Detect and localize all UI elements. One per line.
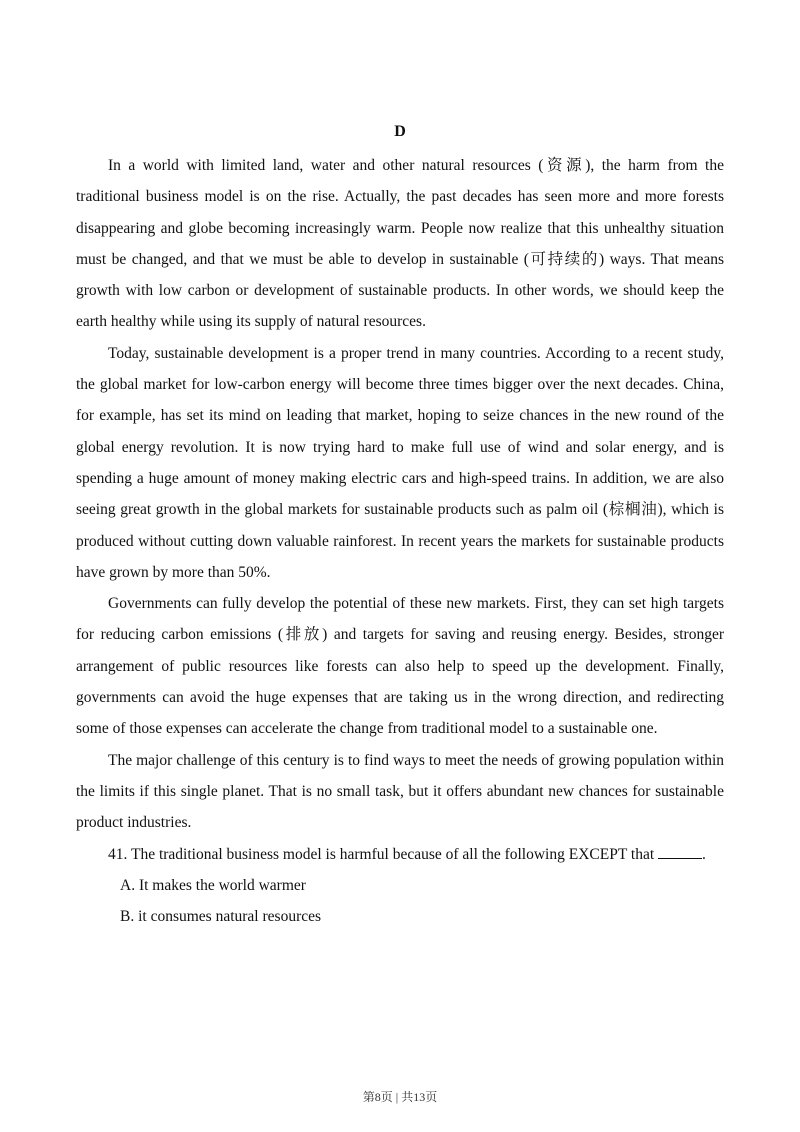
option-a: A. It makes the world warmer: [120, 876, 306, 894]
passage-paragraph-3: Governments can fully develop the potential of these new markets. First, they can set high targets for reducing carbon emissions (排放) and targets for saving and reusing energy. Besides, stronger arrangement of public resources like forests can also help to speed up the development. Finally, governments can avoid the huge expenses that are taking us in the wrong direction, and redirecting some of those expenses can accelerate the change from traditional model to a sustainable one.: [76, 595, 724, 738]
option-b: B. it consumes natural resources: [120, 908, 322, 926]
question-stem-end: .: [702, 845, 706, 863]
section-heading: D: [394, 123, 406, 140]
passage-paragraph-1: In a world with limited land, water and other natural resources (资源), the harm from the traditional business model is on the rise. Actually, the past decades has seen more and more forests disappearing and globe becoming increasingly warm. People now realize that this unhealthy situation must be changed, and that we must be able to develop in sustainable (可持续的) ways. That means growth with low carbon or development of sustainable products. In other words, we should keep the earth healthy while using its supply of natural resources.: [76, 157, 724, 331]
passage-paragraph-2: Today, sustainable development is a proper trend in many countries. According to a recent study, the global market for low-carbon energy will become three times bigger over the next decades. China, for example, has set its mind on leading that market, hoping to seize chances in the new round of the global energy revolution. It is now trying hard to make full use of wind and solar energy, and is spending a huge amount of money making electric cars and high-speed trains. In addition, we are also seeing great growth in the global markets for sustainable products such as palm oil (棕榈油), which is produced without cutting down valuable rainforest. In recent years the markets for sustainable products have grown by more than 50%.: [76, 344, 724, 581]
question-stem: 41. The traditional business model is harmful because of all the following EXCEPT that: [108, 845, 655, 863]
page-footer: 第8页 | 共13页: [362, 1090, 438, 1104]
question-41: [76, 839, 724, 870]
answer-blank: [658, 846, 702, 859]
reading-passage: [76, 150, 724, 932]
passage-paragraph-4: The major challenge of this century is to find ways to meet the needs of growing population within the limits if this single planet. That is no small task, but it offers abundant new chances for sustainable product industries.: [76, 751, 724, 832]
